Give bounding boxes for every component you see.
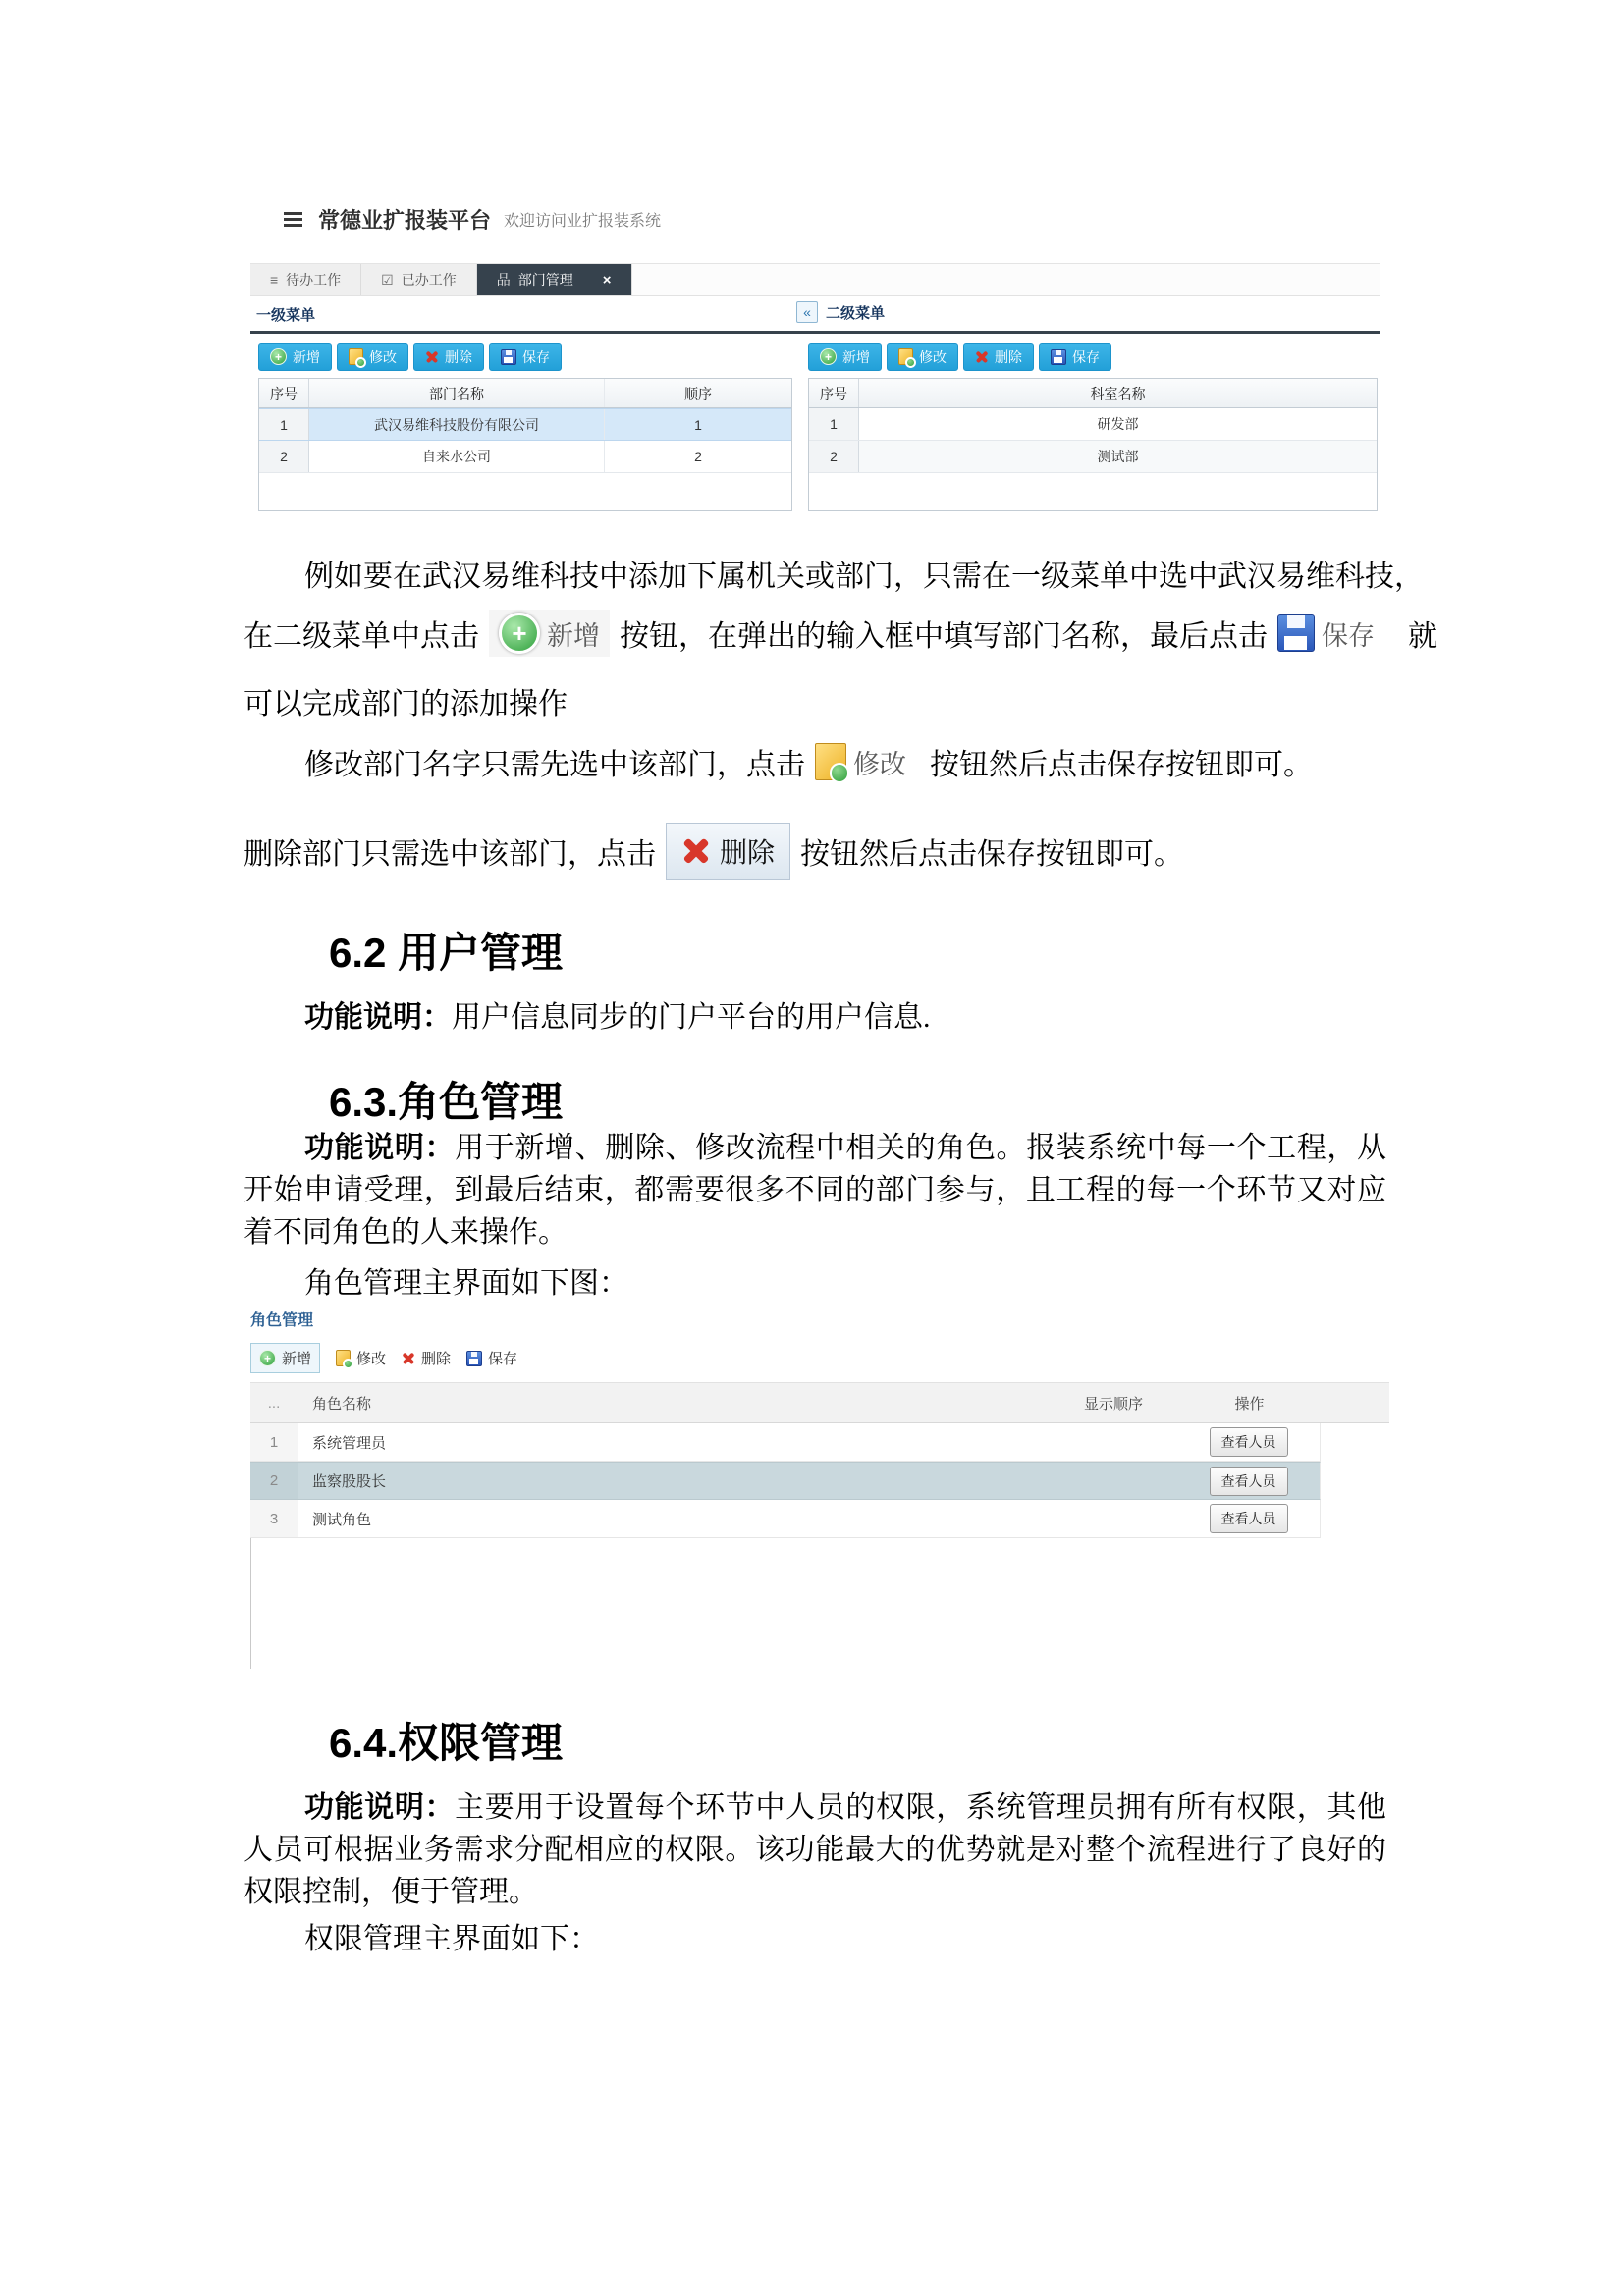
paragraph-6-3: 功能说明：用于新增、删除、修改流程中相关的角色。报装系统中每一个工程，从开始申请受理，到最后结束，都需要很多不同的部门参与，且工程的每一个环节又对应着不同角色的人来操作。 <box>244 1132 1387 1249</box>
table-row[interactable]: 1 系统管理员 查看人员 <box>250 1423 1321 1462</box>
paragraph-add-line3: 可以完成部门的添加操作 <box>244 688 568 721</box>
app-subtitle: 欢迎访问业扩报装系统 <box>504 212 662 230</box>
edit-icon <box>349 348 363 365</box>
add-icon: + <box>820 348 837 365</box>
paragraph-6-2: 功能说明：用户信息同步的门户平台的用户信息. <box>304 1001 931 1034</box>
table-row[interactable]: 1 武汉易维科技股份有限公司 1 <box>259 408 791 441</box>
add-button[interactable]: + 新增 <box>258 343 332 371</box>
add-icon: + <box>259 1350 276 1366</box>
level2-toolbar <box>800 334 1380 378</box>
heading-6-4: 6.4.权限管理 <box>329 1720 564 1766</box>
edit-button[interactable]: 修改 <box>887 343 958 371</box>
add-icon: + <box>499 613 540 654</box>
save-button[interactable]: 保存 <box>489 343 562 371</box>
save-button[interactable]: 保存 <box>1039 343 1111 371</box>
paragraph-add-line2: 在二级菜单中点击 + 新增 按钮，在弹出的输入框中填写部门名称，最后点击 保存 就 <box>244 601 1437 666</box>
edit-button[interactable]: 修改 <box>336 1348 386 1368</box>
delete-icon <box>402 1352 415 1365</box>
table-empty-area <box>250 1538 253 1669</box>
heading-6-3: 6.3.角色管理 <box>329 1079 564 1125</box>
tab-done-work[interactable]: ☑ 已办工作 <box>361 264 477 295</box>
save-icon <box>1051 349 1066 365</box>
dept-table <box>258 378 792 511</box>
edit-icon <box>336 1350 351 1366</box>
inline-edit-button-image: 修改 <box>815 743 906 781</box>
inline-delete-button-image: 删除 <box>666 823 790 880</box>
office-table-header: 序号 科室名称 <box>809 379 1377 408</box>
table-row[interactable]: 2 自来水公司 2 <box>259 441 791 473</box>
view-members-button[interactable]: 查看人员 <box>1210 1504 1288 1533</box>
delete-button[interactable]: 删除 <box>963 343 1034 371</box>
roles-management-panel <box>250 1308 1391 1669</box>
close-icon[interactable]: × <box>602 271 612 289</box>
save-icon <box>466 1351 482 1366</box>
save-icon <box>1277 614 1315 652</box>
caption-permissions: 权限管理主界面如下： <box>304 1923 599 1955</box>
caption-roles: 角色管理主界面如下图： <box>304 1267 628 1300</box>
level1-panel <box>250 334 792 511</box>
delete-button[interactable]: 删除 <box>402 1348 451 1368</box>
paragraph-add-line1: 例如要在武汉易维科技中添加下属机关或部门，只需在一级菜单中选中武汉易维科技， <box>304 561 1424 593</box>
delete-button[interactable]: 删除 <box>413 343 484 371</box>
app-title: 常德业扩报装平台 <box>318 207 492 233</box>
add-button[interactable]: + 新增 <box>250 1343 320 1373</box>
paragraph-6-4: 功能说明：主要用于设置每个环节中人员的权限，系统管理员拥有所有权限，其他人员可根据业务需求分配相应的权限。该功能最大的优势就是对整个流程进行了良好的权限控制，便于管理。 <box>244 1791 1387 1908</box>
save-icon <box>501 349 516 365</box>
add-button[interactable]: + 新增 <box>808 343 882 371</box>
roles-toolbar <box>250 1343 1391 1373</box>
app-header <box>250 188 1380 249</box>
tab-bar <box>250 263 1380 296</box>
dept-table-header: 序号 部门名称 顺序 <box>259 379 791 408</box>
level1-toolbar <box>250 334 792 378</box>
edit-button[interactable]: 修改 <box>337 343 408 371</box>
view-members-button[interactable]: 查看人员 <box>1210 1467 1288 1496</box>
list-icon: ≡ <box>270 272 279 288</box>
delete-icon <box>425 350 439 364</box>
panel-header-bar <box>250 296 1380 334</box>
delete-icon <box>975 350 989 364</box>
inline-add-button-image: + 新增 <box>489 610 610 657</box>
dept-management-window <box>250 263 1380 511</box>
view-members-button[interactable]: 查看人员 <box>1210 1427 1288 1457</box>
panel-title-level2: 二级菜单 <box>826 304 886 322</box>
menu-icon[interactable] <box>284 218 302 221</box>
roles-title: 角色管理 <box>250 1312 314 1329</box>
office-table <box>808 378 1378 511</box>
table-row[interactable]: 3 测试角色 查看人员 <box>250 1500 1321 1538</box>
roles-table-header: ... 角色名称 显示顺序 操作 <box>250 1382 1389 1423</box>
org-icon: 品 <box>496 272 511 288</box>
delete-icon <box>681 836 711 866</box>
table-row[interactable]: 2 测试部 <box>809 441 1377 473</box>
panel-title-level1: 一级菜单 <box>256 307 316 324</box>
checkbox-icon: ☑ <box>381 271 394 288</box>
edit-icon <box>898 348 913 365</box>
tab-dept-management[interactable]: 品 部门管理 × <box>477 264 632 295</box>
table-row-selected[interactable]: 2 监察股股长 查看人员 <box>250 1462 1321 1500</box>
collapse-button[interactable]: « <box>796 301 818 323</box>
add-icon: + <box>270 348 287 365</box>
heading-6-2: 6.2 用户管理 <box>329 930 564 976</box>
paragraph-edit: 修改部门名字只需先选中该部门，点击 修改 按钮然后点击保存按钮即可。 <box>304 731 1313 792</box>
table-row[interactable]: 1 研发部 <box>809 408 1377 441</box>
inline-save-button-image: 保存 <box>1277 614 1375 653</box>
roles-table <box>250 1382 1389 1669</box>
save-button[interactable]: 保存 <box>466 1348 517 1368</box>
header-spacer <box>1321 1383 1389 1422</box>
tab-todo-work[interactable]: ≡ 待办工作 <box>250 264 361 295</box>
paragraph-delete: 删除部门只需选中该部门，点击 删除 按钮然后点击保存按钮即可。 <box>244 820 1183 882</box>
level2-panel <box>800 334 1380 511</box>
edit-icon <box>815 743 846 780</box>
